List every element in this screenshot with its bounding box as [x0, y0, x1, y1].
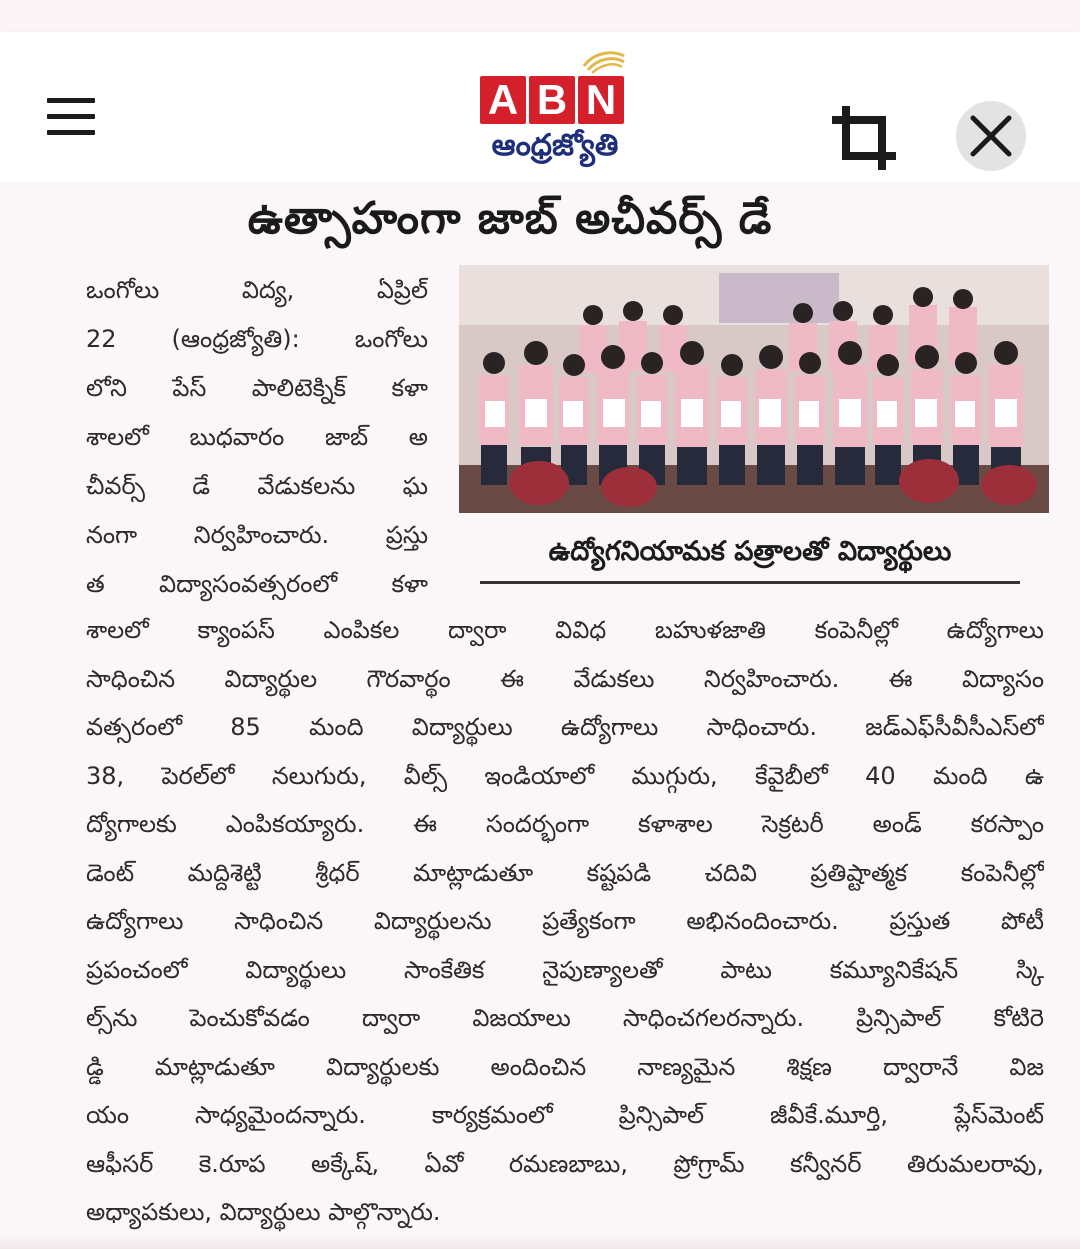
- hamburger-menu-icon[interactable]: [38, 92, 104, 140]
- status-bar: [0, 0, 1080, 32]
- body-line: అధ్యాపకులు, విద్యార్థులు పాల్గొన్నారు.: [86, 1198, 441, 1226]
- logo-swirl-icon: [580, 46, 628, 74]
- logo-letter-a: A: [480, 76, 526, 124]
- bottom-edge: [0, 1234, 1080, 1249]
- column-line: శాలలో బుధవారం జాబ్ అ: [86, 423, 428, 451]
- article-body-text: [86, 606, 1044, 1237]
- column-line: త విద్యాసంవత్సరంలో కళా: [86, 570, 428, 598]
- logo-letter-n: N: [578, 76, 624, 124]
- body-line: సాధించిన విద్యార్థుల గౌరవార్థం ఈ వేడుకలు నిర్వహించారు. ఈ విద్యాసం: [86, 664, 1044, 693]
- column-line: లోని పేస్ పాలిటెక్నిక్ కళా: [86, 374, 428, 402]
- body-line: ఆఫీసర్ కె.రూప అక్కేష్, ఏవో రమణబాబు, ప్రోగ్రామ్ కన్వీనర్ తిరుమలరావు,: [86, 1149, 1044, 1178]
- article-column-text: [86, 266, 428, 609]
- column-line: నంగా నిర్వహించారు. ప్రస్తు: [86, 521, 428, 549]
- body-line: డెంట్ మద్దిశెట్టి శ్రీధర్ మాట్లాడుతూ కష్టపడి చదివి ప్రతిష్టాత్మక కంపెనీల్లో: [86, 858, 1044, 887]
- crop-icon[interactable]: [826, 100, 902, 176]
- body-line: ఉద్యోగాలు సాధించిన విద్యార్థులను ప్రత్యేకంగా అభినందించారు. ప్రస్తుత పోటీ: [86, 907, 1044, 935]
- close-icon[interactable]: [956, 101, 1026, 171]
- column-line: చీవర్స్ డే వేడుకలను ఘ: [86, 472, 428, 500]
- logo-subtitle: ఆంధ్రజ్యోతి: [491, 128, 619, 163]
- photo-caption: ఉద్యోగనియామక పత్రాలతో విద్యార్థులు: [480, 529, 1020, 584]
- app-bar: [0, 32, 1080, 182]
- body-line: ద్యోగాలకు ఎంపికయ్యారు. ఈ సందర్భంగా కళాశాల సెక్రటరీ అండ్ కరస్పాం: [86, 810, 1044, 838]
- body-line: యం సాధ్యమైందన్నారు. కార్యక్రమంలో ప్రిన్సిపాల్ జీవీకే.మూర్తి, ప్లేస్‌మెంట్: [86, 1101, 1044, 1129]
- body-line: శాలలో క్యాంపస్ ఎంపికల ద్వారా వివిధ బహుళజాతి కంపెనీల్లో ఉద్యోగాలు: [86, 616, 1044, 644]
- body-line: ల్స్‌ను పెంచుకోవడం ద్వారా విజయాలు సాధించగలరన్నారు. ప్రిన్సిపాల్ కోటిరె: [86, 1004, 1044, 1032]
- body-line: వత్సరంలో 85 మంది విద్యార్థులు ఉద్యోగాలు సాధించారు. జడ్‌ఎఫ్‌సీవీసీఎస్‌లో: [86, 713, 1044, 741]
- body-line: 38, పెరల్‌లో నలుగురు, వీల్స్ ఇండియాలో ముగ్గురు, కేవైబీలో 40 మంది ఉ: [86, 761, 1044, 790]
- group-photo: [459, 265, 1049, 513]
- article-headline: ఉత్సాహంగా జాబ్ అచీవర్స్ డే: [247, 193, 773, 244]
- logo-letter-b: B: [529, 76, 575, 124]
- column-line: 22 (ఆంధ్రజ్యోతి): ఒంగోలు: [86, 325, 428, 353]
- abn-andhrajyothy-logo: [480, 46, 630, 172]
- body-line: ప్రపంచంలో విద్యార్థులు సాంకేతిక నైపుణ్యాలతో పాటు కమ్యూనికేషన్ స్కి: [86, 955, 1044, 984]
- column-line: ఒంగోలు విద్య, ఏప్రిల్: [86, 276, 428, 304]
- newspaper-clipping: [0, 182, 1080, 1249]
- body-line: డ్డి మాట్లాడుతూ విద్యార్థులకు అందించిన నాణ్యమైన శిక్షణ ద్వారానే విజ: [86, 1052, 1044, 1081]
